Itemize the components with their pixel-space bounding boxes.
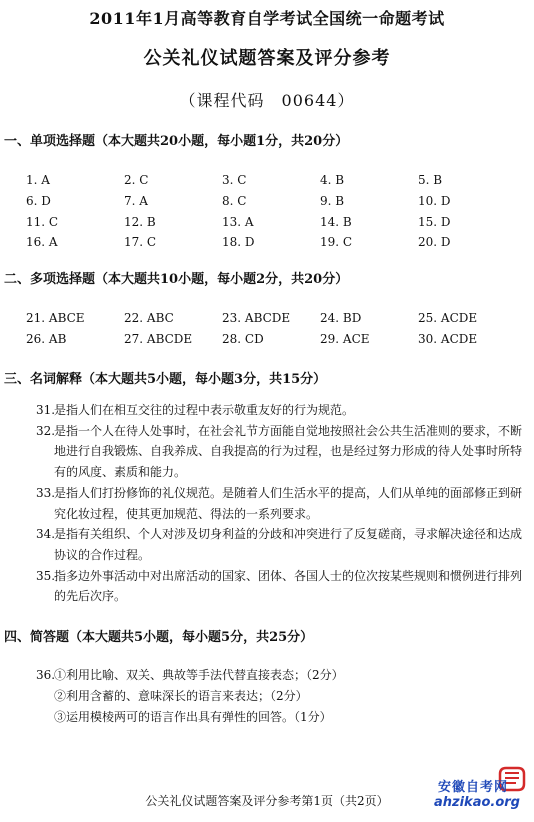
answer-line: ②利用含蓄的、意味深长的语言来表达；（2分） <box>54 689 308 703</box>
definition-item <box>36 421 522 483</box>
section3-title: 三、名词解释（本大题共5小题，每小题3分，共15分） <box>4 372 327 387</box>
item-text: 是指人们打扮修饰的礼仪规范。是随着人们生活水平的提高，人们从单纯的面部修正到研究化妆过程，使其更加规范、得法的一系列要求。 <box>54 485 523 521</box>
answer-row <box>26 329 516 350</box>
answer-cell: 27. ABCDE <box>124 332 193 347</box>
answer-cell: 6. D <box>26 194 51 209</box>
answer-row <box>26 232 516 253</box>
item-number: 33. <box>36 485 56 500</box>
exam-title: 2011年1月高等教育自学考试全国统一命题考试 <box>89 9 445 28</box>
answer-cell: 21. ABCE <box>26 311 85 326</box>
answer-cell: 22. ABC <box>124 311 174 326</box>
answer-row <box>26 170 516 191</box>
watermark-name: 安徽自考网 <box>438 780 509 795</box>
answer-row <box>26 211 516 232</box>
answer-line: ③运用模棱两可的语言作出具有弹性的回答。（1分） <box>54 710 332 724</box>
answer-cell: 24. BD <box>320 311 362 326</box>
item-text: 是指有关组织、个人对涉及切身利益的分歧和冲突进行了反复磋商，寻求解决途径和达成协议的合作过程。 <box>54 527 523 562</box>
answer-cell: 14. B <box>320 214 352 229</box>
definition-item <box>36 400 522 421</box>
answer-cell: 18. D <box>222 235 255 250</box>
document-title: 公关礼仪试题答案及评分参考 <box>143 48 391 69</box>
answer-cell: 9. B <box>320 194 345 209</box>
answer-cell: 23. ABCDE <box>222 311 291 326</box>
answer-cell: 13. A <box>222 214 254 229</box>
answer-row <box>26 308 516 329</box>
answer-cell: 11. C <box>26 214 59 229</box>
answer-cell: 17. C <box>124 235 157 250</box>
answer-cell: 7. A <box>124 194 148 209</box>
watermark-url: ahzikao.org <box>434 795 520 810</box>
answer-cell: 28. CD <box>222 332 264 347</box>
page-footer: 公关礼仪试题答案及评分参考第1页（共2页） <box>145 794 389 808</box>
definition-item <box>36 524 522 565</box>
answer-cell: 2. C <box>124 173 149 188</box>
item-number: 34. <box>36 527 56 542</box>
section2-answer-grid <box>26 308 516 349</box>
answer-cell: 10. D <box>418 194 451 209</box>
item-text: 是指人们在相互交往的过程中表示敬重友好的行为规范。 <box>54 403 355 417</box>
section4-title: 四、简答题（本大题共5小题，每小题5分，共25分） <box>4 630 314 645</box>
answer-cell: 16. A <box>26 235 58 250</box>
answer-cell: 3. C <box>222 173 247 188</box>
item-text: 是指一个人在待人处事时，在社会礼节方面能自觉地按照社会公共生活准则的要求，不断地进行自我锻炼、自我养成、自我提高的行为过程，也是经过努力形成的待人处事时所特有的风度、素质和能力。 <box>54 423 523 480</box>
definitions-list <box>36 400 522 607</box>
answer-row <box>26 191 516 212</box>
answer-cell: 20. D <box>418 235 451 250</box>
item-number: 31. <box>36 403 56 417</box>
item-number: 35. <box>36 568 56 583</box>
definition-item <box>36 483 522 524</box>
section1-title: 一、单项选择题（本大题共20小题，每小题1分，共20分） <box>4 134 349 149</box>
answer-cell: 8. C <box>222 194 247 209</box>
item-number: 36. <box>36 668 56 682</box>
answer-cell: 29. ACE <box>320 332 370 347</box>
answer-cell: 4. B <box>320 173 345 188</box>
answer-cell: 12. B <box>124 214 156 229</box>
definition-item <box>36 566 522 607</box>
answer-cell: 5. B <box>418 173 443 188</box>
section1-answer-grid <box>26 170 516 253</box>
answer-cell: 15. D <box>418 214 451 229</box>
site-watermark <box>430 762 534 818</box>
short-answer-36 <box>36 665 516 728</box>
answer-cell: 30. ACDE <box>418 332 478 347</box>
answer-cell: 26. AB <box>26 332 67 347</box>
answer-cell: 25. ACDE <box>418 311 478 326</box>
item-number: 32. <box>36 423 56 438</box>
course-code: （课程代码 00644） <box>179 91 355 110</box>
item-text: 指多边外事活动中对出席活动的国家、团体、各国人士的位次按某些规则和惯例进行排列的先后次序。 <box>54 568 523 604</box>
section2-title: 二、多项选择题（本大题共10小题，每小题2分，共20分） <box>4 272 349 287</box>
answer-cell: 1. A <box>26 173 50 188</box>
answer-line: ①利用比喻、双关、典故等手法代替直接表态；（2分） <box>54 668 344 682</box>
answer-cell: 19. C <box>320 235 353 250</box>
